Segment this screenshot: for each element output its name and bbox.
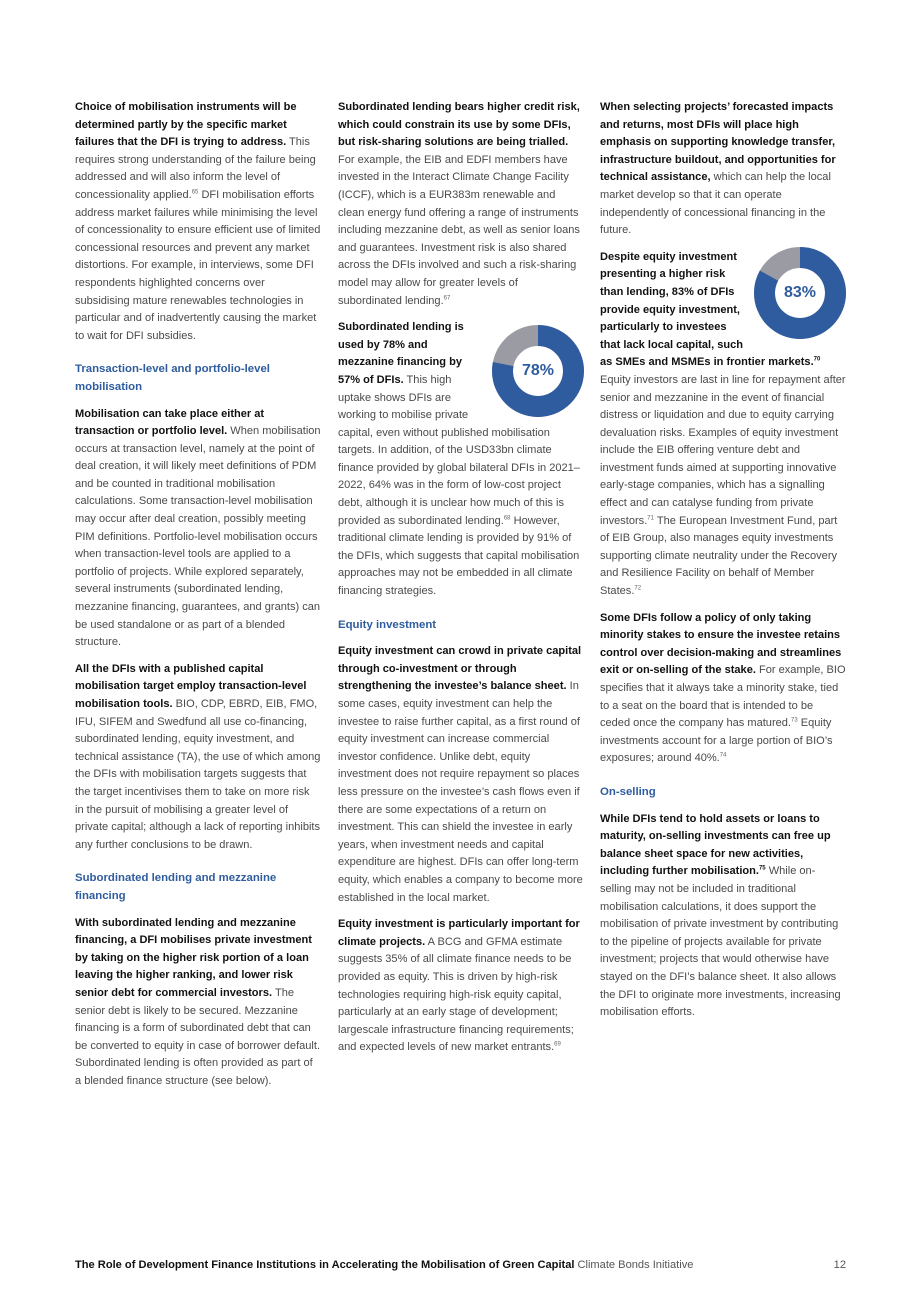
paragraph-subordinated-uptake: 78% Subordinated lending is used by 78% and mezzanine financing by 57% of DFIs. This high uptake shows DFIs are working to mobilise private capital, even without published mobilisation targets. In addition, of the USD33bn climate finance provided by global bilateral DFIs in 2021–2022, 64% was in the form of low-cost project debt, although it is unclear how much of this is provided as subordinated lending.$^{68}$ However, traditional climate lending is provided by 91% of the DFIs, which suggests that capital mobilisation approaches may not be embedded in all climate financing strategies. bbox=[338, 319, 584, 601]
paragraph-credit-risk: Subordinated lending bears higher credit risk, which could constrain its use by some DFIs, but risk-sharing solutions are being trialled. For example, the EIB and EDFI members have invested in the Interact Climate Change Facility (ICCF), which is a EUR383m renewable and clean energy fund offering a range of instruments including mezzanine debt, as well as senior loans and guarantees. Investment risk is also shared across the DFIs involved and such a risk-sharing model may allow for greater levels of subordinated lending.$^{67}$ bbox=[338, 101, 580, 307]
footnote-ref[interactable]: 73 bbox=[791, 717, 798, 724]
footnote-ref[interactable]: 69 bbox=[554, 1041, 561, 1048]
donut-label: 83% bbox=[783, 283, 817, 301]
donut-chart-78 bbox=[492, 325, 584, 417]
heading-subordinated-lending: Subordinated lending and mezzanine financing bbox=[75, 872, 277, 902]
heading-transaction-portfolio: Transaction-level and portfolio-level mobilisation bbox=[75, 363, 270, 393]
footnote-ref[interactable]: 71 bbox=[647, 514, 654, 521]
paragraph-instrument-choice: Choice of mobilisation instruments will be determined partly by the specific market failures that the DFI is trying to address. This requires strong understanding of the failure being addressed and will also inform the level of concessionality applied.$^{65}$ DFI mobilisation efforts address market failures while minimising the level of concessionality to ensure efficient use of limited concessional resources and prevent any market distortions. For example, in interviews, some DFI respondents highlighted concerns over subsidising mature renewables technologies in particular and of inadvertently causing the market to wait for DFI subsidies. bbox=[75, 101, 321, 342]
donut-label: 78% bbox=[521, 362, 555, 380]
column-right bbox=[600, 99, 846, 1031]
donut-chart-83 bbox=[754, 247, 846, 339]
footnote-ref[interactable]: 74 bbox=[719, 752, 727, 759]
paragraph-on-selling: While DFIs tend to hold assets or loans to maturity, on-selling investments can free up balance sheet space for new activities, including further mobilisation.$^{75}$ While on-selling may not be included in traditional mobilisation calculations, it does support the mobilisation of private investment by contributing to the pipeline of projects available for private investment; projects that would otherwise have stayed on the DFI’s balance sheet. It also allows the DFI to originate more investments, increasing mobilisation efforts. bbox=[600, 812, 841, 1019]
footnote-ref[interactable]: 70 bbox=[813, 356, 821, 363]
paragraph-transaction-level: Mobilisation can take place either at transaction or portfolio level. When mobilisation occurs at transaction level, namely at the point of deal creation, it will likely meet definitions of PDM and be counted in traditional mobilisation calculations. Some transaction-level mobilisation may occur after deal creation, possibly meeting PIM definitions. Portfolio-level mobilisation occurs when transaction-level tools are applied to a portfolio of projects. While explored separately, several instruments (subordinated lending, mezzanine financing, guarantees, and grants) can be used standalone or as part of a blended structure. bbox=[75, 407, 321, 649]
footnote-ref[interactable]: 72 bbox=[634, 585, 642, 592]
footnote-ref[interactable]: 75 bbox=[758, 865, 766, 872]
paragraph-mobilisation-target: All the DFIs with a published capital mobilisation target employ transaction-level mobilisation tools. BIO, CDP, EBRD, EIB, FMO, IFU, SIFEM and Swedfund all use co-financing, subordinated lending, equity investment, and technical assistance (TA), the use of which among the DFIs with mobilisation targets suggests that the target incentivises them to take on more risk in the pursuit of mobilising a greater level of private capital; although a lack of reporting inhibits any further conclusions to be drawn. bbox=[75, 662, 321, 851]
heading-on-selling: On-selling bbox=[600, 785, 656, 798]
footnote-ref[interactable]: 67 bbox=[443, 294, 451, 301]
column-left bbox=[75, 99, 321, 1099]
paragraph-project-selection: When selecting projects’ forecasted impacts and returns, most DFIs will place high emphasis on supporting knowledge transfer, infrastructure buildout, and opportunities for technical assistance, which can help the local market develop so that it can operate independently of concessional financing in the future. bbox=[600, 101, 836, 237]
paragraph-mezzanine: With subordinated lending and mezzanine financing, a DFI mobilises private investment by taking on the higher risk portion of a loan leaving the higher ranking, and lower risk senior debt for commercial investors. The senior debt is likely to be secured. Mezzanine financing is a form of subordinated debt that can be converted to equity in case of borrower default. Subordinated lending is often provided as part of a blended finance structure (see below). bbox=[75, 916, 321, 1087]
paragraph-equity-risk: 83% Despite equity investment presenting a higher risk than lending, 83% of DFIs provide equity investment, particularly to investees that lack local capital, such as SMEs and MSMEs in frontier markets.$^{70}$ Equity investors are last in line for repayment after senior and mezzanine in the event of financial distress or liquidation and due to equity carrying devaluation risks. Examples of equity investment include the EIB offering venture debt and investment funds aimed at supporting innovative early-stage companies, which has a signalling effect and can catalyse funding from private investors.$^{71}$ The European Investment Fund, part of EIB Group, also manages equity investments supporting climate neutrality under the Recovery and Resilience Facility on behalf of Member States.$^{72}$ bbox=[600, 249, 846, 601]
footnote-ref[interactable]: 68 bbox=[503, 514, 511, 521]
footer-organisation: Climate Bonds Initiative bbox=[577, 1259, 694, 1271]
footer-report-title: The Role of Development Finance Institutions in Accelerating the Mobilisation of Green Capital bbox=[75, 1259, 575, 1271]
page-footer bbox=[75, 1256, 846, 1274]
paragraph-equity-climate: Equity investment is particularly important for climate projects. A BCG and GFMA estimate suggests 35% of all climate finance needs to be provided as equity. This is driven by high-risk technologies requiring high-risk equity capital, particularly at an early stage of development; largescale infrastructure financing requirements; and expected levels of new market entrants.$^{69}$ bbox=[338, 918, 580, 1054]
footnote-ref[interactable]: 65 bbox=[191, 189, 199, 196]
paragraph-minority-stakes: Some DFIs follow a policy of only taking minority stakes to ensure the investee retains control over decision-making and streamlines exit or on-selling of the stake. For example, BIO specifies that it always take a minority stake, tied to a seat on the board that is intended to be ceded once the company has matured.$^{73}$ Equity investments account for a large portion of BIO’s exposures; around 40%.$^{74}$ bbox=[600, 611, 846, 765]
paragraph-equity-crowd-in: Equity investment can crowd in private capital through co-investment or through strengthening the investee’s balance sheet. In some cases, equity investment can help the investee to raise further capital, as a first round of equity investment can increase commercial investor confidence. Unlike debt, equity investment does not require repayment so places less pressure on the investee’s cash flows even if there are some expectations of a return on investment. This can shield the investee in early years, when investment needs and capital expenditure are highest. DFIs can offer long-term equity, which enables a company to become more established in the local market. bbox=[338, 645, 583, 904]
column-middle bbox=[338, 99, 584, 1066]
page-number: 12 bbox=[833, 1259, 846, 1271]
heading-equity-investment: Equity investment bbox=[338, 618, 437, 631]
